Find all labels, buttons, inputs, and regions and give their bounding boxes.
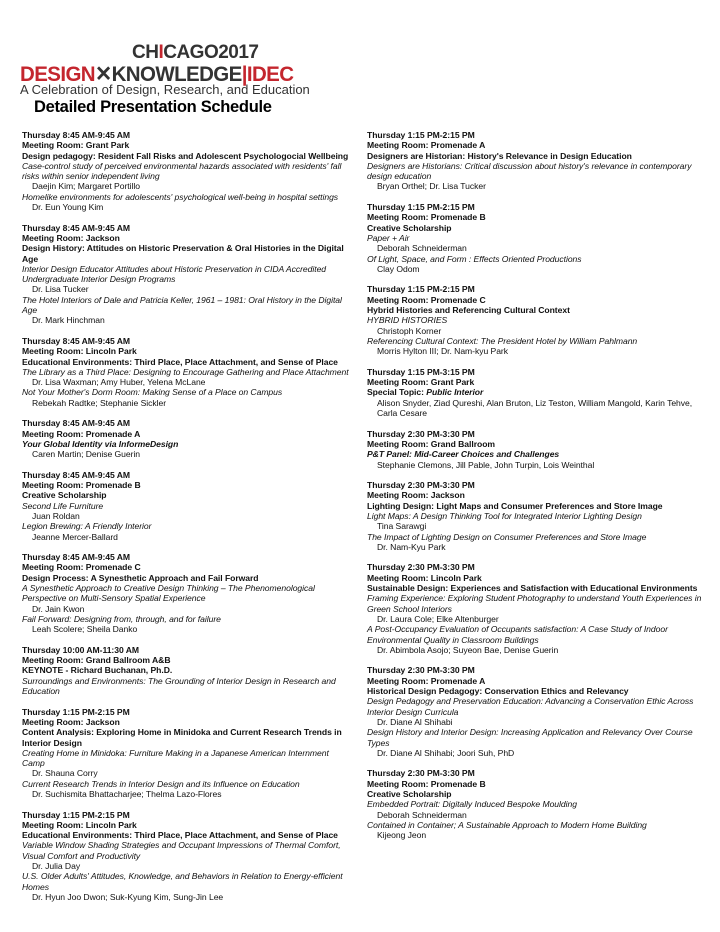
session-heading: Design Process: A Synesthetic Approach and Fail Forward [22, 572, 259, 583]
session-block [22, 552, 352, 634]
session-heading: Meeting Room: Promenade A [367, 140, 486, 151]
presenter-names: Juan Roldan [32, 510, 80, 521]
presenter-names: Dr. Laura Cole; Elke Altenburger [377, 613, 499, 624]
presenter-names: Dr. Abimbola Asojo; Suyeon Bae, Denise Guerin [377, 644, 559, 655]
session-block [367, 429, 707, 470]
session-heading: Thursday 1:15 PM-2:15 PM [367, 284, 475, 295]
session-heading: Creative Scholarship [367, 789, 452, 799]
presentation-title: The Library as a Third Place: Designing to Encourage Gathering and Place Attachment [22, 366, 349, 377]
session-heading: Lighting Design: Light Maps and Consumer Preferences and Store Image [367, 500, 663, 511]
session-block [367, 202, 707, 274]
session-block [367, 665, 707, 758]
session-heading: Content Analysis: Exploring Home in Minidoka and Current Research Trends in Interior Design [22, 727, 342, 748]
session-block [367, 768, 707, 840]
session-heading: Meeting Room: Grant Park [367, 377, 475, 388]
presentation-title: Second Life Furniture [22, 500, 104, 511]
presentation-title: The Impact of Lighting Design on Consumer Preferences and Store Image [367, 531, 647, 542]
session-heading: KEYNOTE - Richard Buchanan, Ph.D. [22, 665, 173, 676]
session-block [367, 284, 707, 356]
presentation-title: Design History and Interior Design: Increasing Application and Relevancy Over Course Types [367, 727, 693, 748]
session-block [367, 367, 707, 418]
session-heading: Thursday 1:15 PM-2:15 PM [22, 809, 130, 820]
session-heading: Meeting Room: Grant Park [22, 140, 130, 151]
presentation-title: Contained in Container; A Sustainable Approach to Modern Home Building [367, 819, 647, 830]
session-heading: Meeting Room: Promenade C [367, 294, 486, 305]
session-heading: Meeting Room: Grand Ballroom A&B [22, 655, 171, 666]
presenter-names: Clay Odom [377, 263, 420, 274]
session-heading: Hybrid Histories and Referencing Cultural Context [367, 305, 570, 316]
presentation-title: Designers are Historians: Critical discussion about history's relevance in contemporary design education [367, 160, 692, 182]
session-heading: Thursday 8:45 AM-9:45 AM [22, 418, 130, 429]
presentation-title: A Post-Occupancy Evaluation of Occupants satisfaction: A Case Study of Indoor Environmental Quality in Classroom Buildings [367, 624, 668, 645]
session-block [367, 480, 707, 552]
session-heading: Meeting Room: Promenade B [367, 212, 486, 223]
session-heading: Thursday 1:15 PM-2:15 PM [22, 706, 130, 717]
presenter-names: Deborah Schneiderman [377, 243, 467, 254]
logo-city-year: CHICAGO2017 [132, 42, 259, 63]
session-heading: Thursday 10:00 AM-11:30 AM [22, 644, 139, 655]
presenter-names: Leah Scolere; Sheila Danko [32, 624, 138, 635]
presenter-names: Daejin Kim; Margaret Portillo [32, 181, 140, 192]
presenter-names: Dr. Mark Hinchman [32, 315, 105, 326]
schedule-left-column [22, 130, 352, 913]
session-heading: Meeting Room: Promenade C [22, 562, 141, 573]
session-heading: Historical Design Pedagogy: Conservation Ethics and Relevancy [367, 686, 629, 697]
presenter-names: Rebekah Radtke; Stephanie Sickler [32, 397, 167, 408]
session-heading: Thursday 8:45 AM-9:45 AM [22, 335, 130, 346]
presenter-names: Dr. Julia Day [32, 861, 81, 872]
session-heading: Thursday 2:30 PM-3:30 PM [367, 428, 475, 439]
presentation-title: Surroundings and Environments: The Grounding of Interior Design in Research and Education [22, 675, 336, 697]
session-heading: Meeting Room: Lincoln Park [22, 346, 137, 357]
session-block [22, 707, 352, 800]
session-block [367, 130, 707, 192]
session-topic: Your Global Identity via InformeDesign [22, 438, 179, 449]
presenter-names: Jeanne Mercer-Ballard [32, 531, 118, 542]
session-heading: Thursday 2:30 PM-3:30 PM [367, 562, 475, 573]
presentation-title: Case-control study of perceived environmental hazards associated with residents' fall risks within senior independent living [22, 160, 342, 182]
session-heading: Educational Environments: Third Place, Place Attachment, and Sense of Place [22, 356, 338, 367]
session-heading: Thursday 1:15 PM-2:15 PM [367, 130, 475, 140]
presenter-names: Morris Hylton III; Dr. Nam-kyu Park [377, 346, 508, 357]
presenter-names: Dr. Suchismita Bhattacharjee; Thelma Lazo-Flores [32, 789, 222, 799]
presentation-title: The Hotel Interiors of Dale and Patricia Keller, 1961 – 1981: Oral History in the Digital Age [22, 294, 342, 316]
presentation-title: Variable Window Shading Strategies and Occupant Impressions of Thermal Comfort, Visual Comfort and Productivity [22, 840, 341, 861]
presentation-title: Creating Home in Minidoka: Furniture Making in a Japanese American Internment Camp [22, 747, 329, 769]
presenter-names: Kijeong Jeon [377, 830, 427, 841]
session-heading: Thursday 2:30 PM-3:30 PM [367, 665, 475, 676]
session-topic: P&T Panel: Mid-Career Choices and Challenges [367, 449, 560, 460]
presentation-title: Fail Forward: Designing from, through, and for failure [22, 613, 221, 624]
session-heading: Designers are Historian: History's Relevance in Design Education [367, 150, 632, 161]
presenter-names: Dr. Eun Young Kim [32, 202, 104, 213]
presenter-names: Dr. Jain Kwon [32, 603, 85, 614]
session-heading: Meeting Room: Jackson [22, 716, 120, 727]
page-title: Detailed Presentation Schedule [34, 98, 272, 116]
presentation-title: Legion Brewing: A Friendly Interior [22, 521, 152, 532]
session-heading: Meeting Room: Promenade B [22, 480, 141, 491]
session-heading: Special Topic: Public Interior [367, 387, 484, 398]
session-heading: Meeting Room: Promenade A [367, 675, 486, 686]
presentation-title: Of Light, Space, and Form : Effects Oriented Productions [367, 253, 582, 264]
presenter-names: Dr. Nam-Kyu Park [377, 541, 446, 552]
session-block [22, 418, 352, 459]
presenter-names: Christoph Korner [377, 325, 442, 336]
session-heading: Meeting Room: Grand Ballroom [367, 438, 495, 449]
session-heading: Design History: Attitudes on Historic Preservation & Oral Histories in the Digital Age [22, 243, 344, 264]
presenter-names: Dr. Diane Al Shihabi [377, 716, 453, 727]
session-heading: Thursday 1:15 PM-2:15 PM [367, 202, 475, 213]
session-block [22, 470, 352, 542]
session-heading: Meeting Room: Jackson [367, 490, 465, 501]
presenter-names: Alison Snyder, Ziad Qureshi, Alan Bruton, Liz Teston, William Mangold, Karin Tehve, Carla Cesare [377, 397, 693, 419]
session-heading: Thursday 1:15 PM-3:15 PM [367, 366, 475, 377]
schedule-right-column [367, 130, 707, 851]
session-block [367, 562, 707, 655]
presentation-title: Embedded Portrait: Digitally Induced Bespoke Moulding [367, 799, 577, 810]
special-topic-title: Public Interior [426, 387, 484, 398]
session-heading: Sustainable Design: Experiences and Satisfaction with Educational Environments [367, 583, 698, 594]
session-block [22, 223, 352, 326]
logo-tagline: A Celebration of Design, Research, and Education [20, 82, 310, 97]
session-block [22, 130, 352, 212]
logo-wordmark: DESIGN✕KNOWLEDGE|IDEC [20, 62, 294, 87]
presenter-names: Tina Sarawgi [377, 521, 427, 532]
session-heading: Meeting Room: Jackson [22, 232, 120, 243]
presentation-title: Homelike environments for adolescents' psychological well-being in hospital settings [22, 191, 339, 202]
presentation-title: HYBRID HISTORIES [367, 315, 448, 326]
session-heading: Thursday 8:45 AM-9:45 AM [22, 469, 130, 480]
session-heading: Meeting Room: Promenade A [22, 428, 141, 439]
presentation-title: Light Maps: A Design Thinking Tool for Integrated Interior Lighting Design [367, 510, 642, 521]
session-heading: Thursday 8:45 AM-9:45 AM [22, 222, 130, 233]
presentation-title: U.S. Older Adults' Attitudes, Knowledge, and Behaviors in Relation to Energy-efficient Homes [22, 871, 343, 892]
session-heading: Meeting Room: Lincoln Park [367, 572, 482, 583]
conference-logo [20, 42, 310, 98]
presenter-names: Caren Martin; Denise Guerin [32, 449, 141, 460]
presentation-title: Referencing Cultural Context: The President Hotel by William Pahlmann [367, 335, 638, 346]
presentation-title: Design Pedagogy and Preservation Education: Advancing a Conservation Ethic Across Interior Design Curricula [367, 696, 694, 717]
presenter-names: Bryan Orthel; Dr. Lisa Tucker [377, 181, 486, 192]
session-block [22, 645, 352, 696]
session-heading: Thursday 8:45 AM-9:45 AM [22, 130, 130, 140]
session-heading: Thursday 2:30 PM-3:30 PM [367, 480, 475, 491]
session-heading: Creative Scholarship [22, 490, 107, 501]
session-block [22, 336, 352, 408]
presentation-title: Interior Design Educator Attitudes about Historic Preservation in CIDA Accredited Undergraduate Interior Design Programs [22, 263, 327, 285]
session-heading: Educational Environments: Third Place, Place Attachment, and Sense of Place [22, 830, 338, 841]
presenter-names: Dr. Diane Al Shihabi; Joori Suh, PhD [377, 747, 515, 758]
presenter-names: Deborah Schneiderman [377, 809, 467, 820]
presentation-title: Not Your Mother's Dorm Room: Making Sense of a Place on Campus [22, 387, 283, 398]
session-heading: Meeting Room: Promenade B [367, 778, 486, 789]
presentation-title: Current Research Trends in Interior Design and its Influence on Education [22, 778, 300, 789]
presenter-names: Stephanie Clemons, Jill Pable, John Turpin, Lois Weinthal [377, 459, 595, 470]
session-heading: Thursday 2:30 PM-3:30 PM [367, 768, 475, 779]
presenter-names: Dr. Shauna Corry [32, 768, 98, 779]
session-block [22, 810, 352, 903]
session-heading: Design pedagogy: Resident Fall Risks and Adolescent Psychologocial Wellbeing [22, 150, 349, 161]
presentation-title: A Synesthetic Approach to Creative Design Thinking – The Phenomenological Perspective on Multi-Sensory Spatial Experience [22, 583, 315, 604]
presenter-names: Dr. Lisa Waxman; Amy Huber, Yelena McLane [32, 377, 206, 388]
session-heading: Creative Scholarship [367, 222, 452, 233]
presenter-names: Dr. Lisa Tucker [32, 284, 89, 295]
session-heading: Meeting Room: Lincoln Park [22, 819, 137, 830]
presentation-title: Paper + Air [367, 232, 410, 243]
session-heading: Thursday 8:45 AM-9:45 AM [22, 552, 130, 563]
presenter-names: Dr. Hyun Joo Dwon; Suk-Kyung Kim, Sung-Jin Lee [32, 891, 224, 902]
presentation-title: Framing Experience: Exploring Student Photography to understand Youth Experiences in Green School Interiors [367, 593, 702, 614]
